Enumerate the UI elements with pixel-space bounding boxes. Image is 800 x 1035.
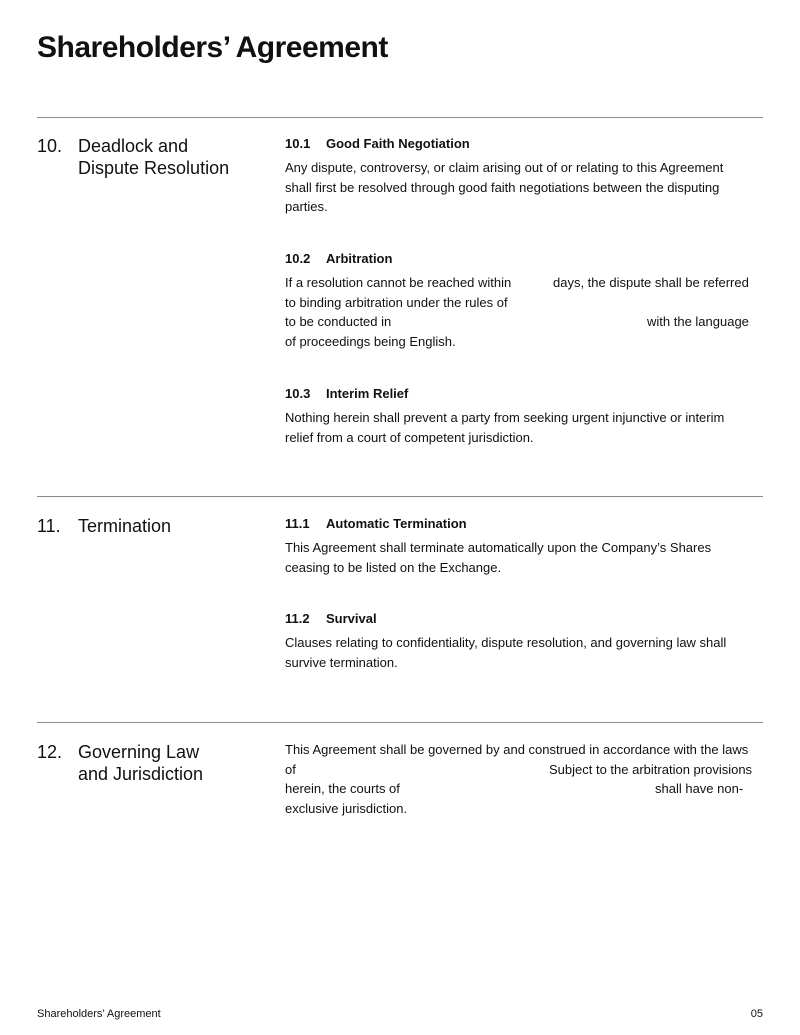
text-line: survive termination. xyxy=(285,654,398,670)
subsection-heading xyxy=(285,385,408,403)
text-fragment: with the language xyxy=(647,314,749,329)
text-line: Clauses relating to confidentiality, dispute resolution, and governing law shall xyxy=(285,635,727,650)
text-fragment: Subject to the arbitration provisions xyxy=(549,761,753,777)
text-line: exclusive jurisdiction. xyxy=(285,800,408,816)
section-divider xyxy=(37,117,763,118)
clause-text xyxy=(285,740,763,818)
subsection-heading xyxy=(285,135,470,153)
text-line: of proceedings being English. xyxy=(285,333,456,349)
footer-document-title: Shareholders’ Agreement xyxy=(37,1008,161,1020)
subsection-title: Arbitration xyxy=(326,251,393,266)
text-fragment: days, the dispute shall be referred xyxy=(553,275,749,290)
text-line: to binding arbitration under the rules of xyxy=(285,294,508,310)
subsection-number: 11.2 xyxy=(285,611,310,626)
section-title-line: Termination xyxy=(78,516,172,536)
clause-text xyxy=(285,273,763,351)
section-title-line: and Jurisdiction xyxy=(78,764,204,784)
subsection-number: 11.1 xyxy=(285,516,310,531)
text-line: Nothing herein shall prevent a party from seeking urgent injunctive or interim xyxy=(285,410,725,425)
subsection-title: Automatic Termination xyxy=(326,516,467,531)
text-line: relief from a court of competent jurisdiction. xyxy=(285,429,534,445)
text-line: This Agreement shall terminate automatically upon the Company’s Shares xyxy=(285,540,712,555)
section-title xyxy=(78,741,258,785)
text-line: This Agreement shall be governed by and construed in accordance with the laws xyxy=(285,742,749,757)
text-line: shall first be resolved through good faith negotiations between the disputing xyxy=(285,179,720,195)
subsection-number: 10.2 xyxy=(285,251,311,266)
text-fragment: to be conducted in xyxy=(285,314,392,329)
subsection-heading xyxy=(285,515,467,533)
text-line: parties. xyxy=(285,199,328,214)
text-line xyxy=(285,779,763,799)
text-fragment: of xyxy=(285,761,296,777)
section-number: 10. xyxy=(37,136,63,156)
section-title xyxy=(78,135,258,179)
section-number: 12. xyxy=(37,742,63,762)
section-divider xyxy=(37,496,763,497)
subsection-number: 10.3 xyxy=(285,386,311,401)
clause-text xyxy=(285,408,763,447)
section-number: 11. xyxy=(37,516,61,536)
clause-text xyxy=(285,538,763,577)
subsection-heading xyxy=(285,250,392,268)
clause-text xyxy=(285,158,763,217)
clause-text xyxy=(285,633,763,672)
section-title-line: Deadlock and xyxy=(78,136,189,156)
text-fragment: shall have non- xyxy=(655,781,744,796)
section-divider xyxy=(37,722,763,723)
text-fragment: herein, the courts of xyxy=(285,781,400,796)
subsection-title: Interim Relief xyxy=(326,386,409,401)
page-number: 05 xyxy=(750,1008,763,1020)
text-line xyxy=(285,273,763,293)
section-title-line: Dispute Resolution xyxy=(78,158,230,178)
section-title-line: Governing Law xyxy=(78,742,200,762)
document-title: Shareholders’ Agreement xyxy=(37,31,388,64)
text-line xyxy=(285,760,763,780)
section-title xyxy=(78,515,258,537)
subsection-number: 10.1 xyxy=(285,136,311,151)
subsection-heading xyxy=(285,610,377,628)
subsection-title: Good Faith Negotiation xyxy=(326,136,470,151)
text-line: Any dispute, controversy, or claim arising out of or relating to this Agreement xyxy=(285,160,724,175)
subsection-title: Survival xyxy=(326,611,377,626)
text-fragment: If a resolution cannot be reached within xyxy=(285,275,512,290)
text-line xyxy=(285,312,763,332)
text-line: ceasing to be listed on the Exchange. xyxy=(285,559,502,575)
